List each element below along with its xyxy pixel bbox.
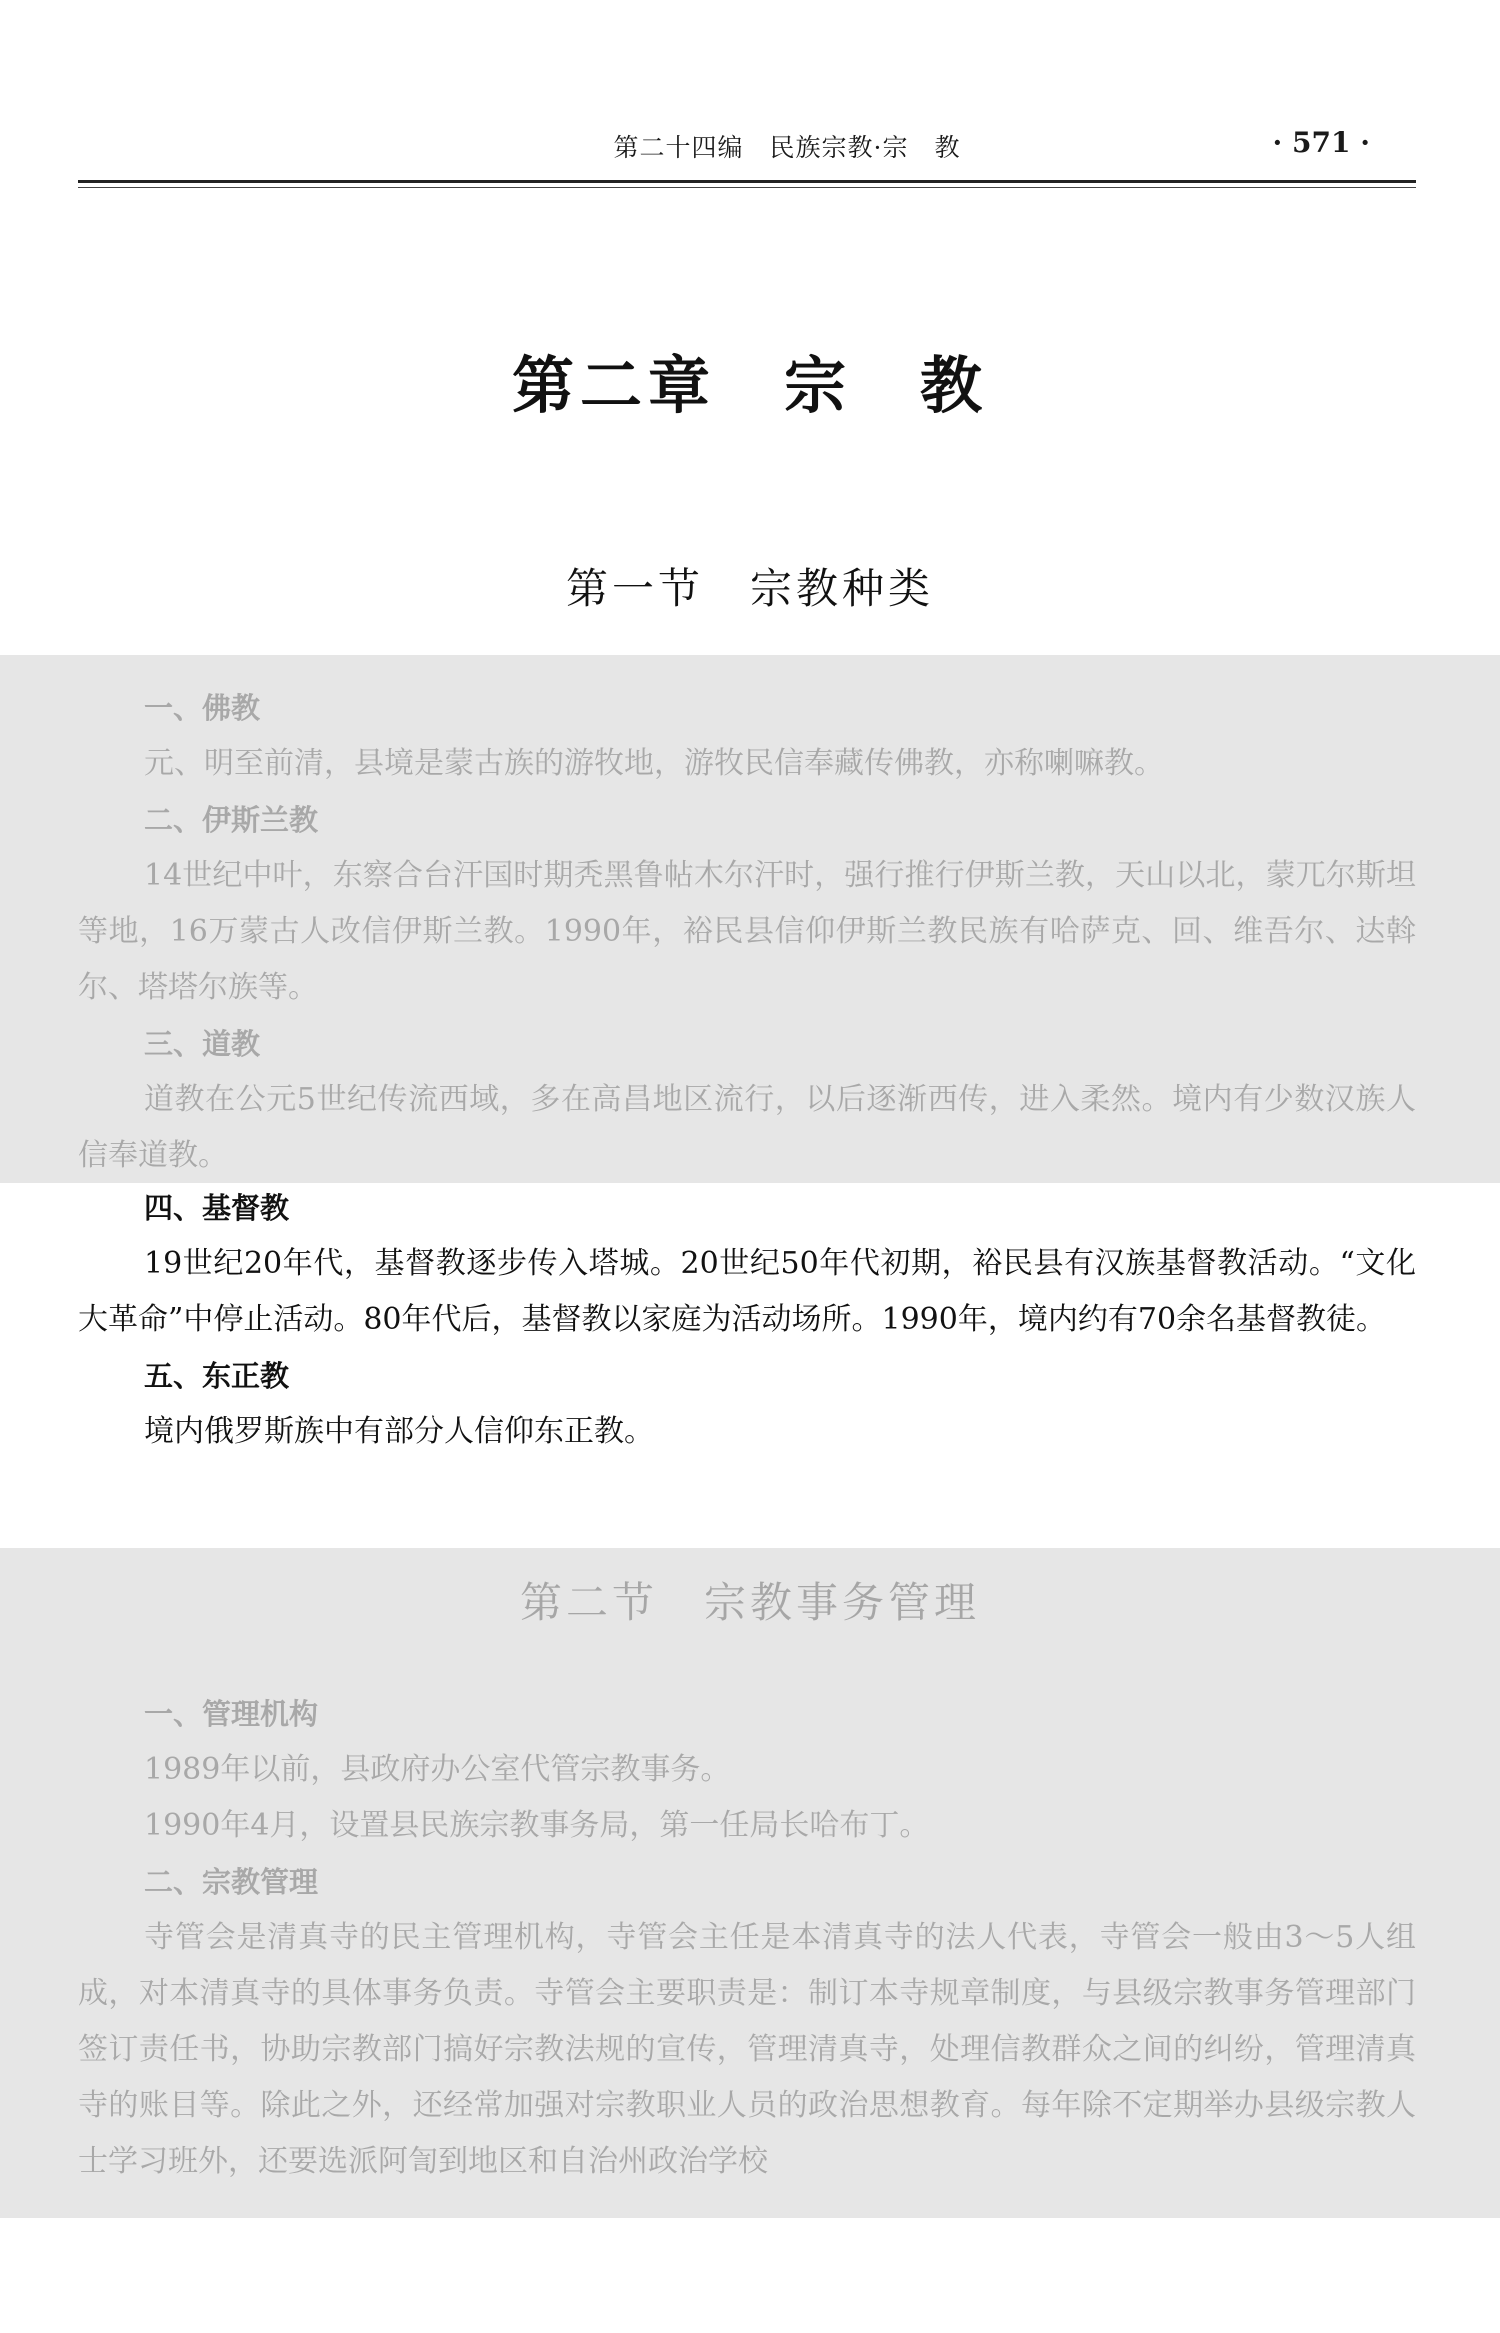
item-heading: 三、道教 [144, 1027, 261, 1061]
paragraph: 寺管会是清真寺的民主管理机构，寺管会主任是本清真寺的法人代表，寺管会一般由3～5人组成，对本清真寺的具体事务负责。寺管会主要职责是：制订本寺规章制度，与县级宗教事务管理部门签订责任书，协助宗教部门搞好宗教法规的宣传，管理清真寺，处理信教群众之间的纠纷，管理清真寺的账目等。除此之外，还经常加强对宗教职业人员的政治思想教育。每年除不定期举办县级宗教人士学习班外，还要选派阿訇到地区和自治州政治学校 [78, 1920, 1416, 2179]
header-rule-thin [78, 187, 1416, 188]
header-rule-thick [78, 180, 1416, 183]
paragraph: 道教在公元5世纪传流西域，多在高昌地区流行，以后逐渐西传，进入柔然。境内有少数汉族人信奉道教。 [78, 1082, 1416, 1173]
section-title: 第二节 宗教事务管理 [519, 1578, 980, 1627]
paragraph: 元、明至前清，县境是蒙古族的游牧地，游牧民信奉藏传佛教，亦称喇嘛教。 [144, 746, 1164, 781]
chapter-title: 第二章 宗 教 [511, 349, 988, 422]
paragraph: 境内俄罗斯族中有部分人信仰东正教。 [144, 1414, 654, 1449]
paragraph: 14世纪中叶，东察合台汗国时期秃黑鲁帖木尔汗时，强行推行伊斯兰教，天山以北，蒙兀尔斯坦等地，16万蒙古人改信伊斯兰教。1990年，裕民县信仰伊斯兰教民族有哈萨克、回、维吾尔、达斡尔、塔塔尔族等。 [78, 858, 1416, 1005]
paragraph: 1989年以前，县政府办公室代管宗教事务。 [144, 1752, 731, 1787]
page-number: · 571 · [1272, 126, 1370, 159]
item-heading: 二、宗教管理 [144, 1865, 319, 1899]
item-heading: 一、管理机构 [144, 1697, 319, 1731]
section-title: 第一节 宗教种类 [565, 564, 934, 613]
item-heading: 五、东正教 [144, 1359, 290, 1393]
running-header [78, 128, 1416, 168]
item-heading: 一、佛教 [144, 691, 261, 725]
section2-faded-block [78, 1686, 1416, 2190]
item-heading: 二、伊斯兰教 [144, 803, 319, 837]
section1-faded-block [78, 680, 1416, 1184]
section1-clear-block [78, 1180, 1416, 1460]
paragraph: 1990年4月，设置县民族宗教事务局，第一任局长哈布丁。 [144, 1808, 930, 1843]
item-heading: 四、基督教 [144, 1191, 290, 1225]
running-title: 第二十四编 民族宗教·宗 教 [613, 133, 961, 162]
paragraph: 19世纪20年代，基督教逐步传入塔城。20世纪50年代初期，裕民县有汉族基督教活动。“文化大革命”中停止活动。80年代后，基督教以家庭为活动场所。1990年，境内约有70余名基督教徒。 [78, 1246, 1416, 1337]
